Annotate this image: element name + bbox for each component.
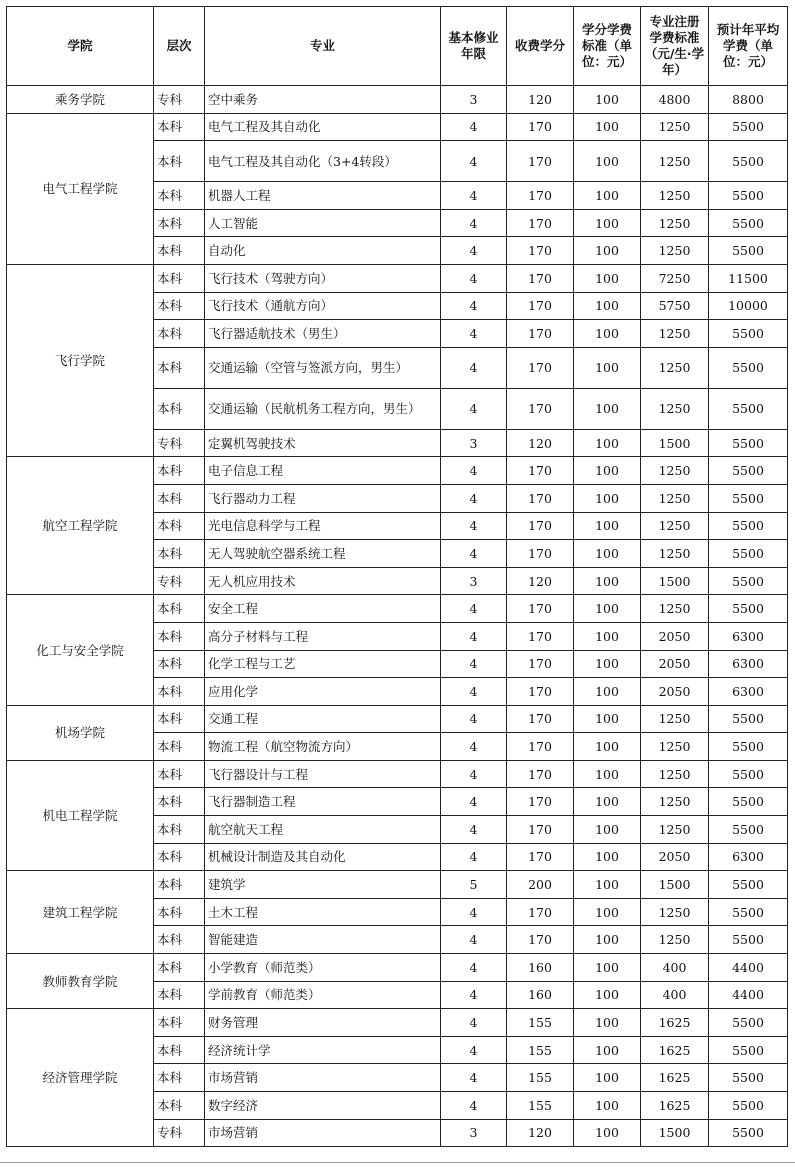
credits-cell: 120 [507, 567, 574, 595]
avg-fee-cell: 6300 [709, 678, 788, 706]
major-cell: 飞行器适航技术（男生） [205, 320, 441, 348]
credit-fee-cell: 100 [574, 1064, 641, 1092]
credits-cell: 170 [507, 237, 574, 265]
major-cell: 电气工程及其自动化 [205, 113, 441, 141]
credits-cell: 170 [507, 141, 574, 182]
major-cell: 智能建造 [205, 926, 441, 954]
avg-fee-cell: 5500 [709, 182, 788, 210]
reg-fee-cell: 1250 [641, 898, 709, 926]
avg-fee-cell: 5500 [709, 141, 788, 182]
major-cell: 数字经济 [205, 1092, 441, 1120]
reg-fee-cell: 2050 [641, 650, 709, 678]
reg-fee-cell: 1250 [641, 595, 709, 623]
reg-fee-cell: 1250 [641, 540, 709, 568]
reg-fee-cell: 5750 [641, 292, 709, 320]
reg-fee-cell: 1250 [641, 816, 709, 844]
credit-fee-cell: 100 [574, 981, 641, 1009]
major-cell: 无人驾驶航空器系统工程 [205, 540, 441, 568]
avg-fee-cell: 5500 [709, 788, 788, 816]
reg-fee-cell: 1250 [641, 113, 709, 141]
years-cell: 4 [441, 622, 507, 650]
credits-cell: 120 [507, 1119, 574, 1147]
college-cell: 经济管理学院 [7, 1009, 154, 1147]
major-cell: 电子信息工程 [205, 457, 441, 485]
college-cell: 建筑工程学院 [7, 871, 154, 954]
credit-fee-cell: 100 [574, 347, 641, 388]
level-cell: 本科 [154, 1064, 205, 1092]
reg-fee-cell: 1250 [641, 320, 709, 348]
years-cell: 4 [441, 292, 507, 320]
table-row [7, 954, 788, 982]
credits-cell: 170 [507, 292, 574, 320]
avg-fee-cell: 10000 [709, 292, 788, 320]
header-major: 专业 [205, 7, 441, 86]
college-cell: 教师教育学院 [7, 954, 154, 1009]
major-cell: 飞行器动力工程 [205, 484, 441, 512]
level-cell: 本科 [154, 1009, 205, 1037]
credit-fee-cell: 100 [574, 429, 641, 457]
major-cell: 空中乘务 [205, 86, 441, 114]
bottom-divider [0, 1162, 795, 1163]
college-cell: 航空工程学院 [7, 457, 154, 595]
years-cell: 4 [441, 705, 507, 733]
avg-fee-cell: 6300 [709, 650, 788, 678]
years-cell: 4 [441, 678, 507, 706]
tuition-table [6, 6, 788, 1147]
level-cell: 本科 [154, 678, 205, 706]
level-cell: 专科 [154, 1119, 205, 1147]
years-cell: 4 [441, 237, 507, 265]
major-cell: 经济统计学 [205, 1036, 441, 1064]
avg-fee-cell: 5500 [709, 871, 788, 899]
major-cell: 交通运输（民航机务工程方向，男生） [205, 388, 441, 429]
years-cell: 4 [441, 926, 507, 954]
years-cell: 4 [441, 1064, 507, 1092]
level-cell: 专科 [154, 86, 205, 114]
credit-fee-cell: 100 [574, 816, 641, 844]
credit-fee-cell: 100 [574, 678, 641, 706]
avg-fee-cell: 5500 [709, 1036, 788, 1064]
years-cell: 4 [441, 264, 507, 292]
avg-fee-cell: 5500 [709, 705, 788, 733]
years-cell: 4 [441, 954, 507, 982]
avg-fee-cell: 5500 [709, 816, 788, 844]
years-cell: 4 [441, 760, 507, 788]
credit-fee-cell: 100 [574, 595, 641, 623]
credit-fee-cell: 100 [574, 86, 641, 114]
years-cell: 4 [441, 1036, 507, 1064]
major-cell: 学前教育（师范类） [205, 981, 441, 1009]
credit-fee-cell: 100 [574, 540, 641, 568]
avg-fee-cell: 5500 [709, 429, 788, 457]
level-cell: 本科 [154, 457, 205, 485]
level-cell: 本科 [154, 512, 205, 540]
college-cell: 飞行学院 [7, 264, 154, 456]
header-credits: 收费学分 [507, 7, 574, 86]
level-cell: 本科 [154, 1036, 205, 1064]
years-cell: 3 [441, 429, 507, 457]
level-cell: 专科 [154, 429, 205, 457]
reg-fee-cell: 1250 [641, 237, 709, 265]
major-cell: 土木工程 [205, 898, 441, 926]
reg-fee-cell: 1625 [641, 1092, 709, 1120]
table-row [7, 457, 788, 485]
credits-cell: 120 [507, 86, 574, 114]
reg-fee-cell: 1500 [641, 567, 709, 595]
major-cell: 定翼机驾驶技术 [205, 429, 441, 457]
years-cell: 4 [441, 113, 507, 141]
reg-fee-cell: 2050 [641, 843, 709, 871]
reg-fee-cell: 1250 [641, 457, 709, 485]
level-cell: 本科 [154, 141, 205, 182]
reg-fee-cell: 400 [641, 981, 709, 1009]
avg-fee-cell: 4400 [709, 954, 788, 982]
reg-fee-cell: 1250 [641, 705, 709, 733]
reg-fee-cell: 1250 [641, 209, 709, 237]
header-reg-fee: 专业注册学费标准（元/生·学年） [641, 7, 709, 86]
level-cell: 本科 [154, 182, 205, 210]
credit-fee-cell: 100 [574, 898, 641, 926]
reg-fee-cell: 1250 [641, 484, 709, 512]
major-cell: 光电信息科学与工程 [205, 512, 441, 540]
credits-cell: 170 [507, 650, 574, 678]
credits-cell: 170 [507, 733, 574, 761]
credit-fee-cell: 100 [574, 760, 641, 788]
major-cell: 化学工程与工艺 [205, 650, 441, 678]
level-cell: 本科 [154, 650, 205, 678]
credit-fee-cell: 100 [574, 264, 641, 292]
major-cell: 飞行技术（驾驶方向） [205, 264, 441, 292]
reg-fee-cell: 1625 [641, 1064, 709, 1092]
major-cell: 无人机应用技术 [205, 567, 441, 595]
credits-cell: 160 [507, 954, 574, 982]
reg-fee-cell: 400 [641, 954, 709, 982]
credit-fee-cell: 100 [574, 484, 641, 512]
credits-cell: 170 [507, 926, 574, 954]
years-cell: 4 [441, 182, 507, 210]
major-cell: 交通工程 [205, 705, 441, 733]
college-cell: 机电工程学院 [7, 760, 154, 870]
major-cell: 小学教育（师范类） [205, 954, 441, 982]
table-row [7, 871, 788, 899]
years-cell: 4 [441, 347, 507, 388]
level-cell: 本科 [154, 898, 205, 926]
credits-cell: 155 [507, 1092, 574, 1120]
reg-fee-cell: 1250 [641, 388, 709, 429]
avg-fee-cell: 5500 [709, 1119, 788, 1147]
years-cell: 5 [441, 871, 507, 899]
college-cell: 机场学院 [7, 705, 154, 760]
level-cell: 本科 [154, 871, 205, 899]
major-cell: 机器人工程 [205, 182, 441, 210]
years-cell: 3 [441, 86, 507, 114]
level-cell: 本科 [154, 264, 205, 292]
credits-cell: 170 [507, 457, 574, 485]
reg-fee-cell: 1250 [641, 926, 709, 954]
header-college: 学院 [7, 7, 154, 86]
credits-cell: 170 [507, 843, 574, 871]
credits-cell: 170 [507, 347, 574, 388]
years-cell: 4 [441, 843, 507, 871]
table-row [7, 760, 788, 788]
credits-cell: 200 [507, 871, 574, 899]
avg-fee-cell: 5500 [709, 1092, 788, 1120]
reg-fee-cell: 7250 [641, 264, 709, 292]
years-cell: 4 [441, 512, 507, 540]
level-cell: 本科 [154, 788, 205, 816]
avg-fee-cell: 5500 [709, 1064, 788, 1092]
credit-fee-cell: 100 [574, 209, 641, 237]
credits-cell: 170 [507, 388, 574, 429]
level-cell: 本科 [154, 292, 205, 320]
header-years: 基本修业年限 [441, 7, 507, 86]
credit-fee-cell: 100 [574, 650, 641, 678]
credits-cell: 170 [507, 678, 574, 706]
credits-cell: 120 [507, 429, 574, 457]
avg-fee-cell: 5500 [709, 926, 788, 954]
reg-fee-cell: 1250 [641, 182, 709, 210]
major-cell: 飞行器设计与工程 [205, 760, 441, 788]
college-cell: 化工与安全学院 [7, 595, 154, 705]
years-cell: 4 [441, 816, 507, 844]
credit-fee-cell: 100 [574, 182, 641, 210]
years-cell: 3 [441, 1119, 507, 1147]
credit-fee-cell: 100 [574, 843, 641, 871]
level-cell: 本科 [154, 760, 205, 788]
credit-fee-cell: 100 [574, 141, 641, 182]
header-level: 层次 [154, 7, 205, 86]
major-cell: 财务管理 [205, 1009, 441, 1037]
avg-fee-cell: 5500 [709, 388, 788, 429]
level-cell: 本科 [154, 237, 205, 265]
header-credit-fee: 学分学费标准（单位：元） [574, 7, 641, 86]
credit-fee-cell: 100 [574, 292, 641, 320]
avg-fee-cell: 5500 [709, 898, 788, 926]
years-cell: 4 [441, 540, 507, 568]
level-cell: 本科 [154, 926, 205, 954]
avg-fee-cell: 5500 [709, 733, 788, 761]
major-cell: 机械设计制造及其自动化 [205, 843, 441, 871]
reg-fee-cell: 2050 [641, 678, 709, 706]
years-cell: 4 [441, 981, 507, 1009]
table-row [7, 595, 788, 623]
credits-cell: 155 [507, 1036, 574, 1064]
avg-fee-cell: 5500 [709, 484, 788, 512]
major-cell: 市场营销 [205, 1064, 441, 1092]
table-row [7, 86, 788, 114]
reg-fee-cell: 2050 [641, 622, 709, 650]
avg-fee-cell: 5500 [709, 237, 788, 265]
credit-fee-cell: 100 [574, 320, 641, 348]
level-cell: 本科 [154, 209, 205, 237]
level-cell: 本科 [154, 484, 205, 512]
credits-cell: 170 [507, 209, 574, 237]
reg-fee-cell: 1250 [641, 760, 709, 788]
avg-fee-cell: 6300 [709, 622, 788, 650]
credit-fee-cell: 100 [574, 705, 641, 733]
reg-fee-cell: 1250 [641, 347, 709, 388]
level-cell: 本科 [154, 320, 205, 348]
years-cell: 4 [441, 898, 507, 926]
credit-fee-cell: 100 [574, 1092, 641, 1120]
credit-fee-cell: 100 [574, 1009, 641, 1037]
credits-cell: 160 [507, 981, 574, 1009]
major-cell: 物流工程（航空物流方向） [205, 733, 441, 761]
credit-fee-cell: 100 [574, 388, 641, 429]
credit-fee-cell: 100 [574, 512, 641, 540]
major-cell: 交通运输（空管与签派方向，男生） [205, 347, 441, 388]
reg-fee-cell: 1250 [641, 512, 709, 540]
major-cell: 应用化学 [205, 678, 441, 706]
major-cell: 航空航天工程 [205, 816, 441, 844]
avg-fee-cell: 5500 [709, 512, 788, 540]
header-row [7, 7, 788, 86]
table-row [7, 264, 788, 292]
major-cell: 电气工程及其自动化（3+4转段） [205, 141, 441, 182]
major-cell: 飞行器制造工程 [205, 788, 441, 816]
credits-cell: 170 [507, 816, 574, 844]
credits-cell: 170 [507, 182, 574, 210]
credit-fee-cell: 100 [574, 954, 641, 982]
reg-fee-cell: 1250 [641, 733, 709, 761]
table-row [7, 113, 788, 141]
reg-fee-cell: 1250 [641, 788, 709, 816]
years-cell: 4 [441, 141, 507, 182]
credits-cell: 170 [507, 788, 574, 816]
credit-fee-cell: 100 [574, 567, 641, 595]
credits-cell: 170 [507, 320, 574, 348]
avg-fee-cell: 5500 [709, 457, 788, 485]
avg-fee-cell: 11500 [709, 264, 788, 292]
reg-fee-cell: 1500 [641, 871, 709, 899]
years-cell: 4 [441, 209, 507, 237]
credit-fee-cell: 100 [574, 871, 641, 899]
avg-fee-cell: 6300 [709, 843, 788, 871]
credit-fee-cell: 100 [574, 733, 641, 761]
level-cell: 专科 [154, 567, 205, 595]
avg-fee-cell: 5500 [709, 320, 788, 348]
years-cell: 4 [441, 733, 507, 761]
credits-cell: 170 [507, 622, 574, 650]
avg-fee-cell: 5500 [709, 209, 788, 237]
credit-fee-cell: 100 [574, 457, 641, 485]
credits-cell: 155 [507, 1064, 574, 1092]
avg-fee-cell: 5500 [709, 113, 788, 141]
level-cell: 本科 [154, 843, 205, 871]
reg-fee-cell: 4800 [641, 86, 709, 114]
level-cell: 本科 [154, 388, 205, 429]
college-cell: 乘务学院 [7, 86, 154, 114]
level-cell: 本科 [154, 1092, 205, 1120]
reg-fee-cell: 1250 [641, 141, 709, 182]
years-cell: 4 [441, 650, 507, 678]
table-body [7, 86, 788, 1147]
college-cell: 电气工程学院 [7, 113, 154, 264]
credit-fee-cell: 100 [574, 1036, 641, 1064]
major-cell: 人工智能 [205, 209, 441, 237]
major-cell: 建筑学 [205, 871, 441, 899]
credits-cell: 170 [507, 512, 574, 540]
reg-fee-cell: 1625 [641, 1036, 709, 1064]
credits-cell: 170 [507, 540, 574, 568]
reg-fee-cell: 1500 [641, 429, 709, 457]
avg-fee-cell: 5500 [709, 347, 788, 388]
major-cell: 自动化 [205, 237, 441, 265]
credit-fee-cell: 100 [574, 788, 641, 816]
level-cell: 本科 [154, 816, 205, 844]
avg-fee-cell: 5500 [709, 595, 788, 623]
credit-fee-cell: 100 [574, 622, 641, 650]
credits-cell: 170 [507, 264, 574, 292]
credits-cell: 170 [507, 705, 574, 733]
level-cell: 本科 [154, 347, 205, 388]
years-cell: 4 [441, 457, 507, 485]
years-cell: 4 [441, 788, 507, 816]
level-cell: 本科 [154, 595, 205, 623]
credit-fee-cell: 100 [574, 926, 641, 954]
credits-cell: 170 [507, 760, 574, 788]
level-cell: 本科 [154, 622, 205, 650]
reg-fee-cell: 1625 [641, 1009, 709, 1037]
major-cell: 高分子材料与工程 [205, 622, 441, 650]
avg-fee-cell: 4400 [709, 981, 788, 1009]
avg-fee-cell: 5500 [709, 540, 788, 568]
years-cell: 4 [441, 388, 507, 429]
level-cell: 本科 [154, 733, 205, 761]
credits-cell: 170 [507, 113, 574, 141]
credits-cell: 170 [507, 595, 574, 623]
level-cell: 本科 [154, 540, 205, 568]
major-cell: 市场营销 [205, 1119, 441, 1147]
credits-cell: 170 [507, 898, 574, 926]
table-row [7, 1009, 788, 1037]
level-cell: 本科 [154, 954, 205, 982]
level-cell: 本科 [154, 705, 205, 733]
years-cell: 4 [441, 595, 507, 623]
level-cell: 本科 [154, 981, 205, 1009]
credit-fee-cell: 100 [574, 113, 641, 141]
credit-fee-cell: 100 [574, 1119, 641, 1147]
years-cell: 4 [441, 1009, 507, 1037]
table-row [7, 705, 788, 733]
credit-fee-cell: 100 [574, 237, 641, 265]
header-avg-fee: 预计年平均学费（单位：元） [709, 7, 788, 86]
years-cell: 3 [441, 567, 507, 595]
avg-fee-cell: 5500 [709, 1009, 788, 1037]
avg-fee-cell: 5500 [709, 760, 788, 788]
avg-fee-cell: 8800 [709, 86, 788, 114]
credits-cell: 155 [507, 1009, 574, 1037]
years-cell: 4 [441, 1092, 507, 1120]
years-cell: 4 [441, 320, 507, 348]
credits-cell: 170 [507, 484, 574, 512]
reg-fee-cell: 1500 [641, 1119, 709, 1147]
years-cell: 4 [441, 484, 507, 512]
major-cell: 安全工程 [205, 595, 441, 623]
level-cell: 本科 [154, 113, 205, 141]
avg-fee-cell: 5500 [709, 567, 788, 595]
major-cell: 飞行技术（通航方向） [205, 292, 441, 320]
